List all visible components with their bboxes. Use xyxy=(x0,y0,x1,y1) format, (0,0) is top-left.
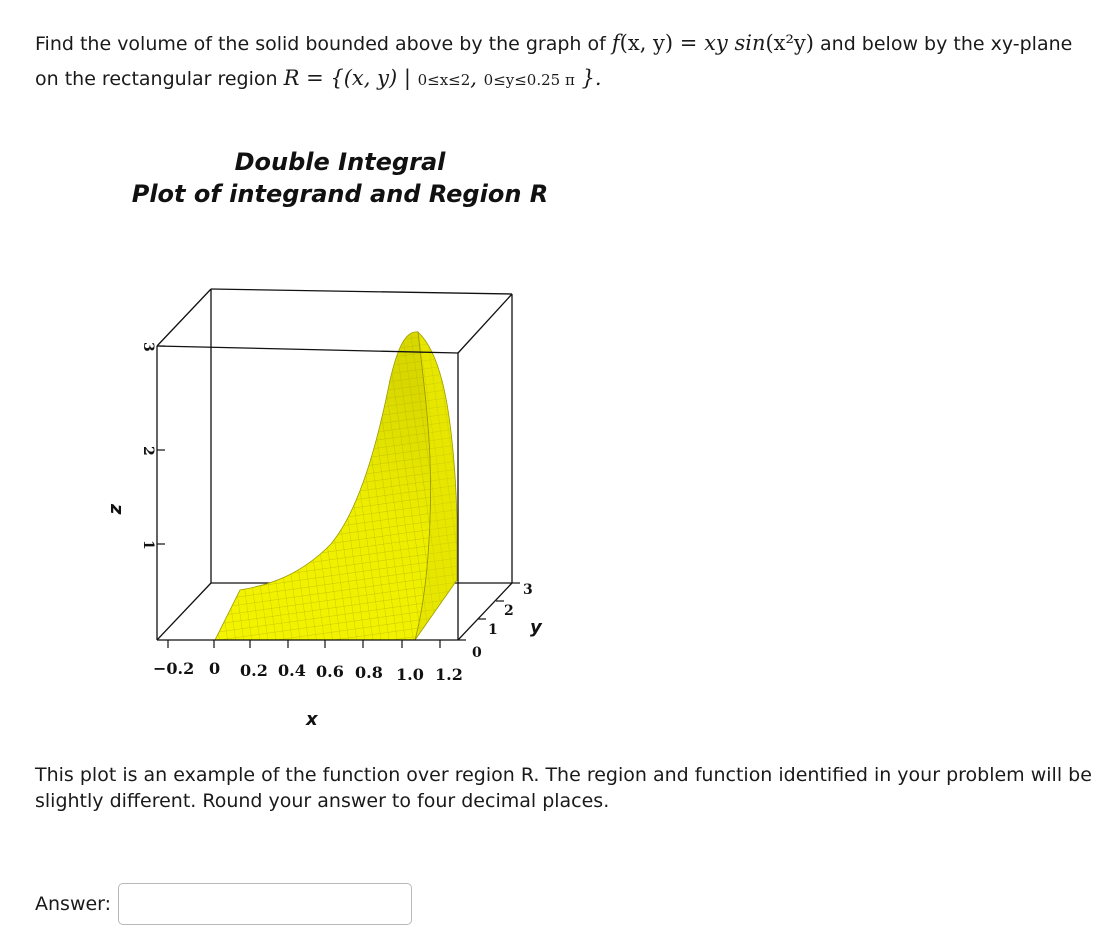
y-tick-label: 2 xyxy=(504,603,514,619)
x-tick-label: 0.4 xyxy=(278,661,306,680)
y-tick-label: 1 xyxy=(488,622,498,638)
question-lead: Find the volume of the solid bounded above by the graph of xyxy=(35,33,612,55)
x-tick-label: 0.6 xyxy=(316,662,344,681)
plot-title-line1: Double Integral xyxy=(234,148,446,176)
x-tick-label: 1.0 xyxy=(396,665,424,684)
answer-input[interactable] xyxy=(118,883,412,925)
x-axis-label: x xyxy=(306,709,318,730)
z-tick-labels xyxy=(140,342,156,550)
top-back-edge xyxy=(211,289,512,294)
z-tick-label: 2 xyxy=(140,446,156,456)
region-separator: , xyxy=(470,66,484,90)
x-range: 0≤x≤2 xyxy=(417,71,471,89)
plot-title-line2: Plot of integrand and Region R xyxy=(131,180,549,208)
surface xyxy=(215,332,457,640)
y-tick-label: 0 xyxy=(472,645,482,661)
x-tick-label: 0.2 xyxy=(240,661,268,680)
y-range: 0≤y≤0.25 π xyxy=(483,71,575,89)
x-tick-label: −0.2 xyxy=(153,659,195,678)
instruction-note: This plot is an example of the function over region R. The region and function identified in your problem will be slightly different. Round your answer to four decimal places. xyxy=(35,764,1092,812)
region-set-open: = {(x, y) | xyxy=(299,66,418,90)
surface-mesh xyxy=(215,332,430,640)
x-tick-label: 0.8 xyxy=(355,663,383,682)
equals-sign: = xyxy=(673,31,705,55)
z-tick-label: 3 xyxy=(140,342,156,352)
region-name: R xyxy=(283,66,300,90)
function-name: f(x, y) xyxy=(611,31,674,55)
y-axis-label: y xyxy=(530,617,542,638)
top-right-edge xyxy=(458,294,512,353)
region-set-close: }. xyxy=(574,66,602,90)
question-mid: and below by the xy-plane on the rectangular region xyxy=(35,33,1073,90)
y-tick-label: 3 xyxy=(523,582,533,598)
x-axis-ticks xyxy=(168,640,440,648)
z-axis-label: z xyxy=(106,504,127,515)
x-tick-labels xyxy=(153,659,463,684)
x-tick-label: 1.2 xyxy=(435,665,463,684)
back-left-floor-edge xyxy=(157,583,211,640)
x-tick-label: 0 xyxy=(209,659,221,678)
z-tick-label: 1 xyxy=(140,540,156,550)
top-left-edge xyxy=(157,289,211,346)
function-expression: xy sin(x²y) xyxy=(704,31,814,55)
answer-label: Answer: xyxy=(35,893,112,915)
z-axis-ticks xyxy=(157,346,165,544)
